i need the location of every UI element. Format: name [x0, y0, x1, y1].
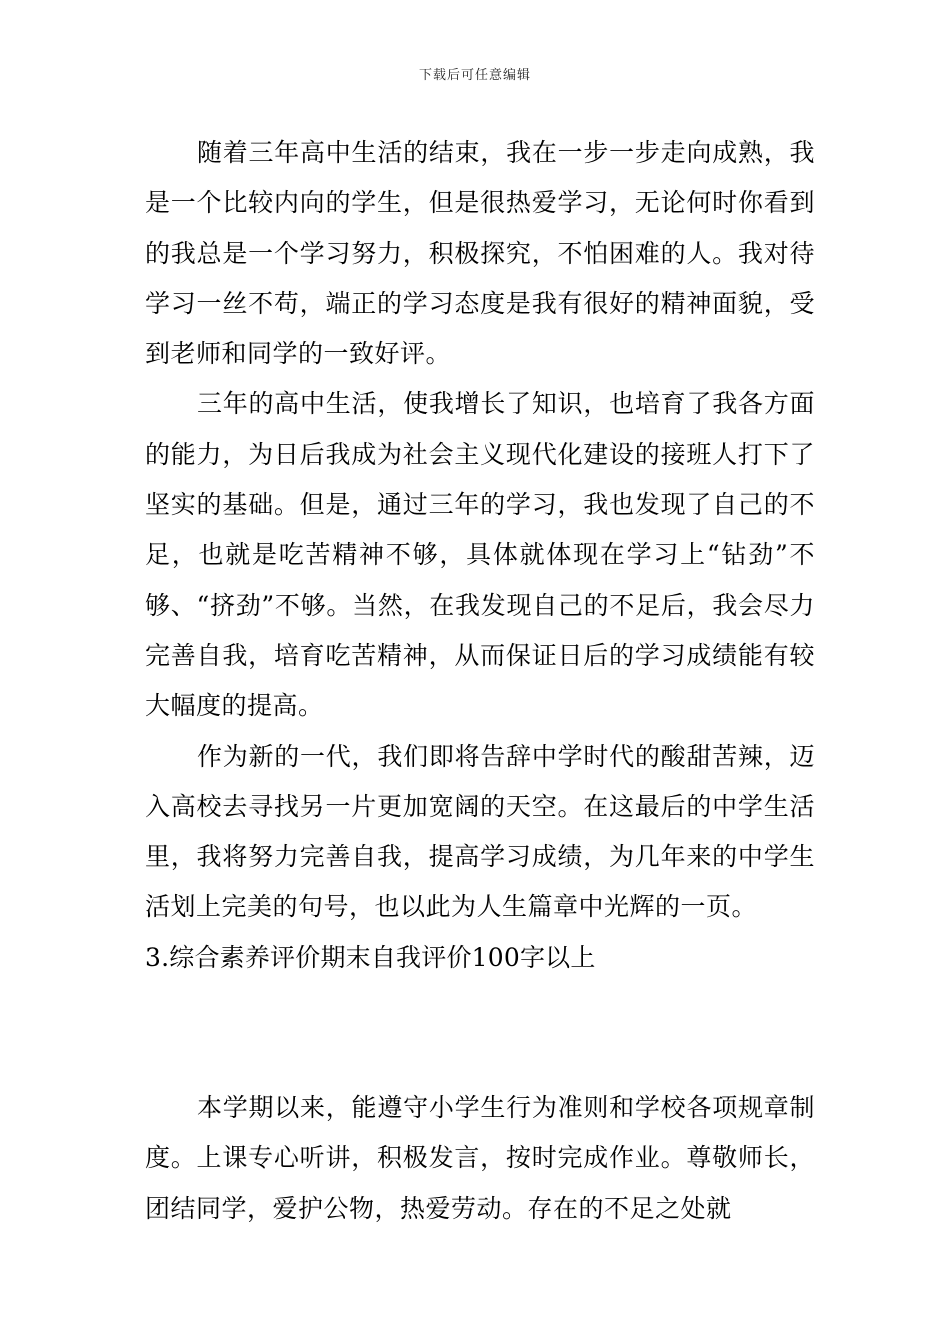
page-header-note: 下载后可任意编辑: [418, 68, 531, 83]
section-heading: 3.综合素养评价期末自我评价100字以上: [145, 942, 596, 972]
section-paragraph-1: 本学期以来，能遵守小学生行为准则和学校各项规章制度。上课专心听讲，积极发言，按时完成作业。尊敬师长，团结同学，爱护公物，热爱劳动。存在的不足之处就: [145, 1093, 815, 1223]
paragraph-1: 随着三年高中生活的结束，我在一步一步走向成熟，我是一个比较内向的学生，但是很热爱学习，无论何时你看到的我总是一个学习努力，积极探究，不怕困难的人。我对待学习一丝不苟，端正的学习态度是我有很好的精神面貌，受到老师和同学的一致好评。: [145, 138, 815, 369]
paragraph-2: 三年的高中生活，使我增长了知识，也培育了我各方面的能力，为日后我成为社会主义现代化建设的接班人打下了坚实的基础。但是，通过三年的学习，我也发现了自己的不足，也就是吃苦精神不够，具体就体现在学习上“钻劲”不够、“挤劲”不够。当然，在我发现自己的不足后，我会尽力完善自我，培育吃苦精神，从而保证日后的学习成绩能有较大幅度的提高。: [145, 389, 815, 721]
blank-spacer: [145, 983, 815, 1083]
paragraph-3: 作为新的一代，我们即将告辞中学时代的酸甜苦辣，迈入高校去寻找另一片更加宽阔的天空。在这最后的中学生活里，我将努力完善自我，提高学习成绩，为几年来的中学生活划上完美的句号，也以此为人生篇章中光辉的一页。: [145, 741, 815, 922]
document-body: [145, 128, 815, 1234]
